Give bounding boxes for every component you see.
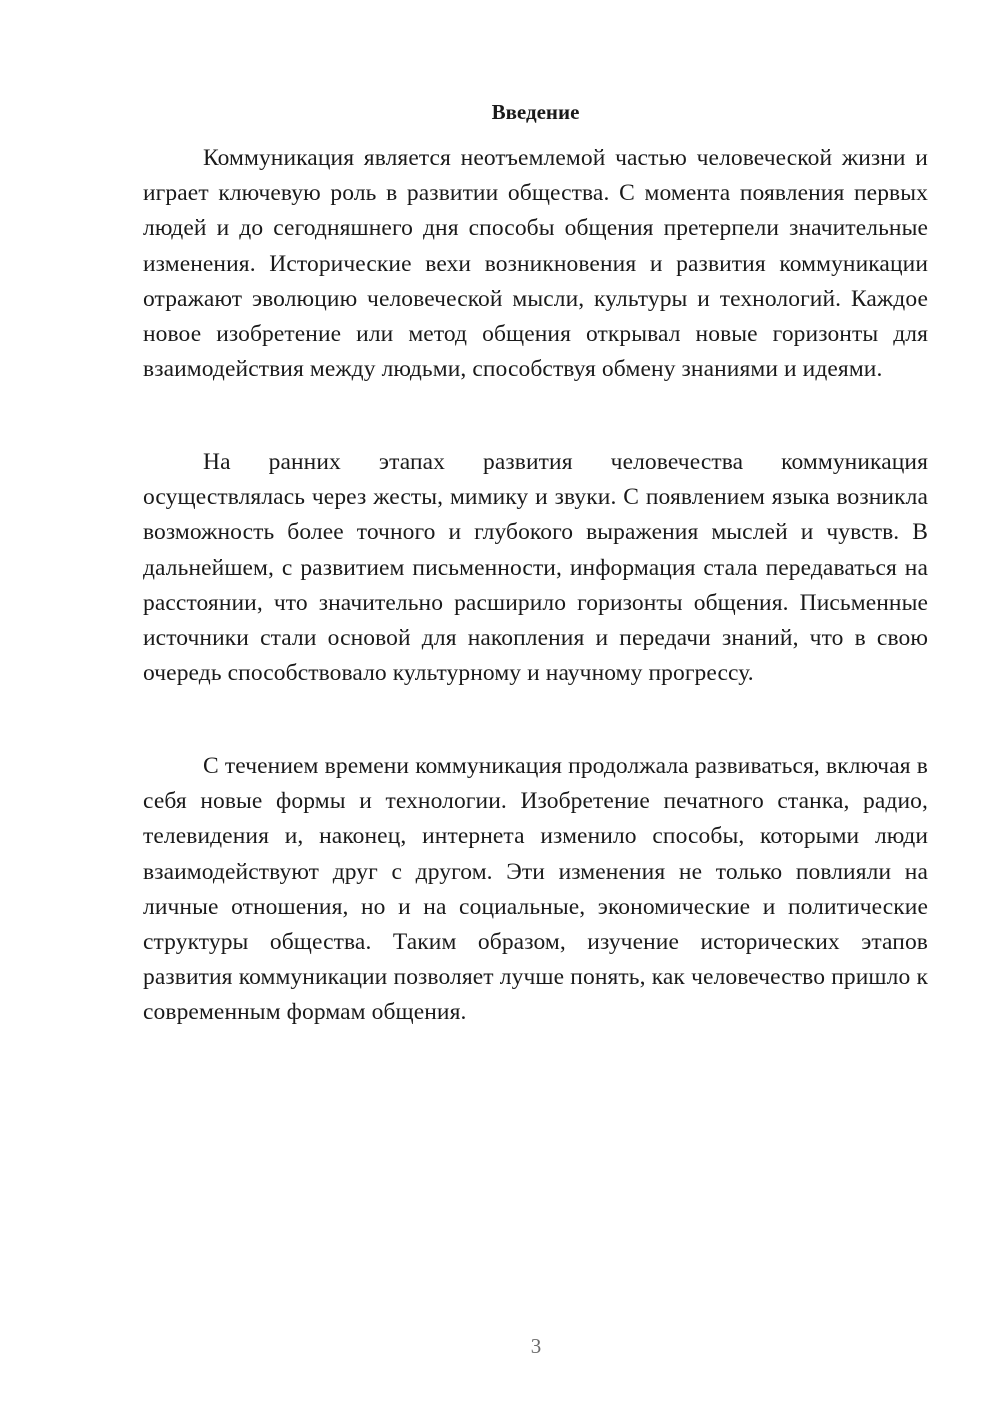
page-number: 3	[530, 1334, 542, 1358]
paragraph-2: На ранних этапах развития человечества коммуникация осуществлялась через жесты, мимику и звуки. С появлением языка возникла возможность более точного и глубокого выражения мыслей и чувств. В дальнейшем, с развитием письменности, информация стала передаваться на расстоянии, что значительно расширило горизонты общения. Письменные источники стали основой для накопления и передачи знаний, что в свою очередь способствовало культурному и научному прогрессу.	[143, 449, 928, 687]
section-heading: Введение	[491, 100, 580, 124]
paragraph-3: С течением времени коммуникация продолжала развиваться, включая в себя новые формы и технологии. Изобретение печатного станка, радио, телевидения и, наконец, интернета изменило способы, которыми люди взаимодействуют друг с другом. Эти изменения не только повлияли на личные отношения, но и на социальные, экономические и политические структуры общества. Таким образом, изучение исторических этапов развития коммуникации позволяет лучше понять, как человечество пришло к современным формам общения.	[143, 753, 928, 1026]
paragraph-1: Коммуникация является неотъемлемой частью человеческой жизни и играет ключевую роль в развитии общества. С момента появления первых людей и до сегодняшнего дня способы общения претерпели значительные изменения. Исторические вехи возникновения и развития коммуникации отражают эволюцию человеческой мысли, культуры и технологий. Каждое новое изобретение или метод общения открывал новые горизонты для взаимодействия между людьми, способствуя обмену знаниями и идеями.	[143, 145, 928, 383]
